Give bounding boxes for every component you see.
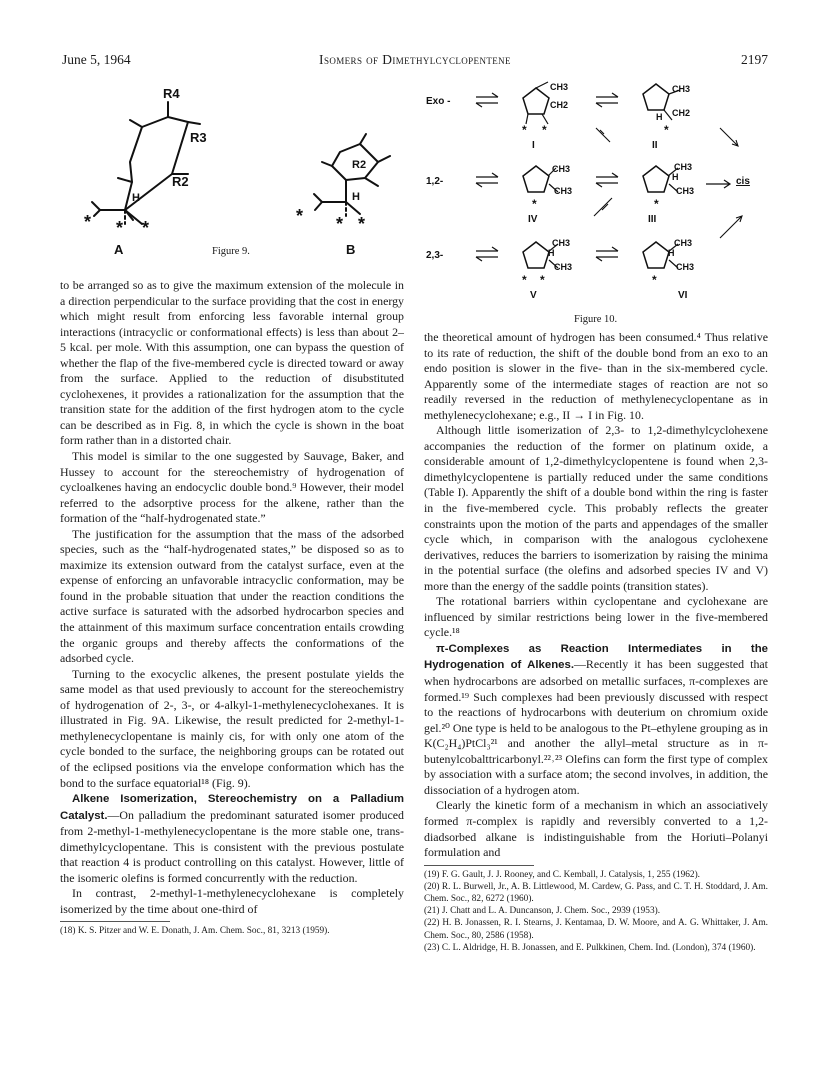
figure-9 [60, 82, 405, 257]
footnote-22: (22) H. B. Jonassen, R. I. Stearns, J. Kentamaa, D. W. Moore, and A. G. Whittaker, J. Am. Chem. Soc., 80, 2586 (1958). [424, 918, 768, 941]
left-column [60, 278, 404, 938]
fig9b-h-label: H [352, 191, 360, 203]
fig9a-h-label: H [132, 192, 140, 204]
fig9b-star-1: * [296, 206, 304, 226]
fig10-row-12: 1,2- [426, 176, 444, 187]
fig10-ii-star: * [664, 123, 669, 137]
left-paragraph-4: Turning to the exocyclic alkenes, the present postulate yields the same model as that used previously to account for the stereochemistry of hydrogenation of 2-, 3-, or 4-alkyl-1-methylenecyclohexanes. It is illustrated in Fig. 9A. Likewise, the result predicted for 2-methyl-1-methylenecyclopentane is mainly cis, for with only one atom of the cycle bonded to the surface, the neighboring groups can be rotated out of the eclipsed positions via the envelope conformation which has the bond to the surface equatorial¹⁸ (Fig. 9). [60, 666, 404, 790]
footnote-18: (18) K. S. Pitzer and W. E. Donath, J. Am. Chem. Soc., 81, 3213 (1959). [60, 926, 330, 937]
fig10-cis-label: cis [736, 176, 750, 187]
fig9a-star-1: * [84, 212, 92, 232]
section-heading-pi-complexes: π-Complexes as Reaction Intermediates in the Hydrogenation of Alkenes. [424, 642, 768, 672]
footnote-19: (19) F. G. Gault, J. J. Rooney, and C. Kemball, J. Catalysis, 1, 255 (1962). [424, 869, 700, 880]
section-heading-alkene-isomerization: Alkene Isomerization, Stereochemistry on a Palladium Catalyst. [60, 793, 404, 822]
right-column [424, 330, 768, 954]
fig10-iv-ch3-bottom: CH3 [554, 186, 573, 196]
fig10-ii-ch3: CH3 [672, 84, 691, 94]
footnote-23: (23) C. L. Aldridge, H. B. Jonassen, and E. Pulkkinen, Chem. Ind. (London), 374 (1960). [424, 942, 756, 953]
fig10-row-exo: Exo - [426, 96, 451, 107]
left-paragraph-5-body: —On palladium the predominant saturated isomer produced from 2-methyl-1-methylenecyclopentane is the more stable one, trans-dimethylcyclopentane. This is consistent with the previous postulate that reaction 4 is product controlling on this catalyst. However, little of the isomeric olefins is formed concurrently with the reduction. [60, 807, 404, 885]
right-paragraph-4 [424, 641, 768, 798]
right-paragraph-2: Although little isomerization of 2,3- to 1,2-dimethylcyclohexene accompanies the reduction of the former on platinum oxide, a considerable amount of 1,2-dimethylcyclopentene is found when 2,3-dimethylcyclopentene is partially reduced under the same conditions (Table I). Apparently the shift of a double bond within the ring is faster in the five-membered cycle. This probably reflects the greater constraints upon the motion of the parts and appendages of the smaller cycle which, in comparison with the analogous cyclohexene derivatives, reduces the barriers to isomerization by raising the minima in the potential surface (the olefins and adsorbed species IV and V) more than the energy of the saddle points (transition states). [424, 423, 768, 593]
figure-9-caption: Figure 9. [212, 246, 250, 257]
fig9a-panel-label: A [114, 242, 124, 257]
fig10-vi-h: H [668, 248, 675, 258]
page-number: 2197 [741, 52, 768, 67]
right-paragraph-4-body: —Recently it has been suggested that when hydrocarbons are adsorbed on metallic surfaces, π-complexes are formed.¹⁹ Such complexes had been previously discussed with respect to the reactions of hydrocarbons with deuterium on chromium oxide gel.²⁰ One type is held to be analogous to the Pt–ethylene grouping as in K(C₂H₄)PtCl₃²¹ and another the allyl–metal structure as in π-butenylcobalttricarbonyl.²²˒²³ Olefins can form the first type of complex by association with a surface atom; the second involves, in addition, the dissociation of a hydrogen atom. [424, 657, 768, 797]
fig10-iii-h: H [672, 172, 679, 182]
fig9a-star-2: * [116, 218, 124, 238]
fig10-row-23: 2,3- [426, 250, 444, 261]
footnote-20: (20) R. L. Burwell, Jr., A. B. Littlewood, M. Cardew, G. Pass, and C. T. H. Stoddard, J. Am. Chem. Soc., 82, 6272 (1960). [424, 881, 768, 904]
right-paragraph-3: The rotational barriers within cyclopentane and cyclohexane are influenced by similar restrictions being lower in the five-membered cycle.¹⁸ [424, 594, 768, 640]
footnote-rule [60, 921, 170, 922]
figure-10 [424, 80, 769, 312]
fig10-vi-star: * [652, 273, 657, 287]
left-paragraph-1: to be arranged so as to give the maximum extension of the molecule in a direction perpendicular to the surface providing that the cost in energy which might result from enforcing less favorable internal group interactions (intracyclic or conformational effects) is less than about 2–5 kcal. per mole. With this assumption, one can bypass the question of whether the flap of the five-membered cycle is directed toward or away from the surface. Applied to the reduction of disubstituted cyclohexenes, it provides a rationalization for the assumption that the transition state for the addition of the first hydrogen atom to the cycle can be described as in Fig. 8, in which the cycle is shown in the boat form rather than in a distorted chair. [60, 278, 404, 448]
fig10-vi-ch3-bottom: CH3 [676, 262, 695, 272]
fig10-v-ch3-bottom: CH3 [554, 262, 573, 272]
figure-10-caption: Figure 10. [574, 314, 618, 325]
header-date: June 5, 1964 [62, 52, 131, 67]
fig10-iii-star: * [654, 197, 659, 211]
fig10-v-h: H [548, 248, 555, 258]
fig9a-r3-label: R3 [190, 130, 207, 145]
right-paragraph-1: the theoretical amount of hydrogen has been consumed.⁴ Thus relative to its rate of reduction, the shift of the double bond from an exo to an endo position is slower in the five- than in the six-membered cycle. Apparently some of the intermediate stages of reaction are not so readily reversed in the reduction of methylenecyclopentane as in methylenecyclohexane; e.g., II → I in Fig. 10. [424, 330, 768, 422]
fig10-i-ch2: CH2 [550, 100, 569, 110]
fig10-v-ch3-top: CH3 [552, 238, 571, 248]
fig10-numeral-vi: VI [678, 290, 688, 301]
fig10-v-star-1: * [522, 273, 527, 287]
fig9b-star-3: * [358, 214, 366, 234]
fig10-numeral-i: I [532, 140, 535, 151]
right-paragraph-5: Clearly the kinetic form of a mechanism in which an associatively formed π-complex is rapidly and reversibly converted to a 1,2-diadsorbed alkane is indistinguishable from the Horiuti–Polanyi formulation and [424, 798, 768, 860]
fig10-i-star-1: * [522, 123, 527, 137]
fig10-ii-h: H [656, 112, 663, 122]
fig10-numeral-v: V [530, 290, 537, 301]
fig9a-r4-label: R4 [163, 86, 180, 101]
fig9a-star-3: * [142, 218, 150, 238]
fig10-numeral-iii: III [648, 214, 657, 225]
fig10-i-ch3: CH3 [550, 82, 569, 92]
footnote-21: (21) J. Chatt and L. A. Duncanson, J. Chem. Soc., 2939 (1953). [424, 906, 661, 917]
fig10-numeral-iv: IV [528, 214, 538, 225]
footnote-rule [424, 865, 534, 866]
fig10-iii-ch3-top: CH3 [674, 162, 693, 172]
left-paragraph-3: The justification for the assumption that the mass of the adsorbed species, such as the “half-hydrogenated states,” be disposed so as to maximize its extension outward from the catalyst surface, even at the expense of enforcing an unfavorable intracyclic conformation, may be found in the probable situation that under the reaction conditions the active surface is saturated with the adsorbed hydrocarbon species and the attainment of this maximum surface concentration entails crowding the organic groups and thereby affects the conformations of the adsorbed cycle. [60, 526, 404, 666]
left-paragraph-5 [60, 791, 404, 886]
fig9b-panel-label: B [346, 242, 356, 257]
fig9b-star-2: * [336, 214, 344, 234]
fig9b-r2-label: R2 [352, 159, 367, 171]
fig9a-r2-label: R2 [172, 174, 189, 189]
fig10-vi-ch3-top: CH3 [674, 238, 693, 248]
running-header [62, 52, 768, 68]
fig10-iv-ch3-top: CH3 [552, 164, 571, 174]
left-paragraph-2: This model is similar to the one suggested by Sauvage, Baker, and Hussey to account for the stereochemistry of hydrogenation of cycloalkenes having an endocyclic double bond.⁹ However, their model referred to the adsorptive process for the alkene, rather than the formation of the “half-hydrogenated state.” [60, 449, 404, 526]
fig10-ii-ch2: CH2 [672, 108, 691, 118]
fig10-iv-star: * [532, 197, 537, 211]
fig10-i-star-2: * [542, 123, 547, 137]
fig10-numeral-ii: II [652, 140, 658, 151]
fig10-v-star-2: * [540, 273, 545, 287]
fig10-iii-ch3-bottom: CH3 [676, 186, 695, 196]
left-paragraph-6: In contrast, 2-methyl-1-methylenecyclohexane is completely isomerized by the time about one-third of [60, 886, 404, 916]
header-title: Isomers of Dimethylcyclopentene [319, 52, 511, 67]
